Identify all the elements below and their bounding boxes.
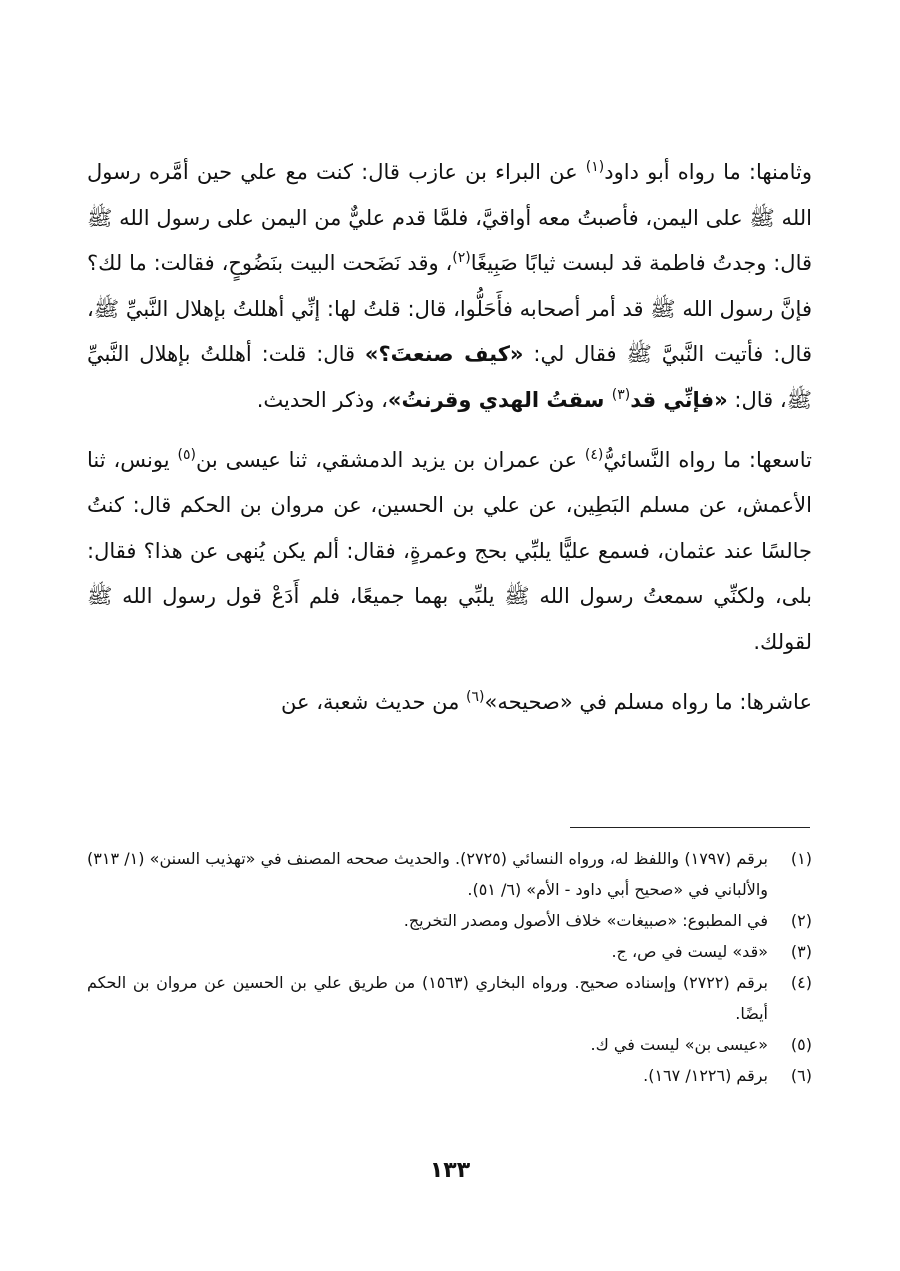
footnote-text: برقم (١٧٩٧) واللفظ له، ورواه النسائي (٢٧٢٥). والحديث صححه المصنف في «تهذيب السنن» (١/ ٣١٣) والألباني في «صحيح أبي داود - الأم» (٦/ ٥١).	[87, 849, 769, 899]
footnote-text: «قد» ليست في ص، ج.	[611, 942, 768, 961]
footnotes	[87, 843, 812, 1091]
footnote-3	[87, 936, 812, 967]
footnote-text: برقم (١٢٢٦/ ١٦٧).	[643, 1066, 768, 1085]
footnote-divider	[570, 827, 810, 828]
footnote-text: «عيسى بن» ليست في ك.	[590, 1035, 768, 1054]
text-run: وثامنها: ما رواه أبو داود	[604, 160, 813, 184]
paragraph-tenth	[87, 680, 812, 726]
footnote-ref-5[interactable]: (٥)	[177, 446, 196, 463]
text-run: قال: قلت: أهللتُ بإهلال النَّبيِّ ﷺ، قال:	[87, 342, 812, 412]
paragraph-eighth	[87, 150, 812, 424]
footnote-text: في المطبوع: «صبيغات» خلاف الأصول ومصدر التخريج.	[403, 911, 768, 930]
footnote-number: (٢)	[790, 911, 812, 930]
footnote-number: (٥)	[790, 1035, 812, 1054]
footnote-ref-3[interactable]: (٣)	[611, 386, 631, 403]
text-run: عن عمران بن يزيد الدمشقي، ثنا عيسى بن	[195, 447, 585, 472]
main-text	[87, 150, 812, 739]
footnote-4	[87, 967, 812, 1029]
footnote-number: (١)	[790, 849, 812, 868]
quote-bold: «فإنِّي قد	[630, 387, 728, 412]
text-run: يونس، ثنا الأعمش، عن مسلم البَطِين، عن علي بن الحسين، عن مروان بن الحكم قال: كنتُ جالسًا عند عثمان، فسمع عليًّا يلبِّي بحج وعمرةٍ، فقال: ألم يكن يُنهى عن هذا؟ فقال: بلى، ولكنِّي سمعتُ رسول الله ﷺ يلبِّي بهما جميعًا، فلم أَدَعْ قول رسول الله ﷺ لقولك.	[87, 447, 812, 654]
footnote-2	[87, 905, 812, 936]
footnote-number: (٣)	[790, 942, 812, 961]
text-run: تاسعها: ما رواه النَّسائيُّ	[603, 447, 812, 472]
footnote-ref-1[interactable]: (١)	[585, 159, 605, 175]
text-run: ، وقد نَضَحت البيت بنَضُوحٍ، فقالت: ما لك؟ فإنَّ رسول الله ﷺ قد أمر أصحابه فأَحَلُّوا، قال: قلتُ لها: إنِّي أهللتُ بإهلال النَّبيِّ ﷺ، قال: فأتيت النَّبيَّ ﷺ فقال لي:	[87, 251, 812, 367]
footnote-1	[87, 843, 812, 905]
quote-bold: «كيف صنعتَ؟»	[364, 342, 524, 367]
footnote-text: برقم (٢٧٢٢) وإسناده صحيح. ورواه البخاري (١٥٦٣) من طريق علي بن الحسين عن مروان بن الحكم أيضًا.	[87, 973, 769, 1023]
footnote-number: (٦)	[790, 1066, 812, 1085]
text-run: من حديث شعبة، عن	[281, 689, 467, 714]
footnote-6	[87, 1060, 812, 1091]
page-number: ١٣٣	[429, 1158, 471, 1183]
footnote-ref-2[interactable]: (٢)	[452, 250, 471, 267]
text-run: عاشرها: ما رواه مسلم في «صحيحه»	[484, 689, 812, 714]
quote-bold: سقتُ الهدي وقرنتُ»	[387, 387, 612, 412]
footnote-number: (٤)	[790, 973, 812, 992]
footnote-ref-6[interactable]: (٦)	[466, 688, 485, 705]
footnote-5	[87, 1029, 812, 1060]
paragraph-ninth	[87, 438, 812, 666]
text-run: عن البراء بن عازب قال: كنت مع علي حين أمَّره رسول الله ﷺ على اليمن، فأصبتُ معه أواقيَّ، فلمَّا قدم عليٌّ من اليمن على رسول الله ﷺ قال: وجدتُ فاطمة قد لبست ثيابًا صَبِيغًا	[87, 160, 813, 276]
text-run: ، وذكر الحديث.	[256, 387, 388, 412]
footnote-ref-4[interactable]: (٤)	[584, 446, 604, 463]
